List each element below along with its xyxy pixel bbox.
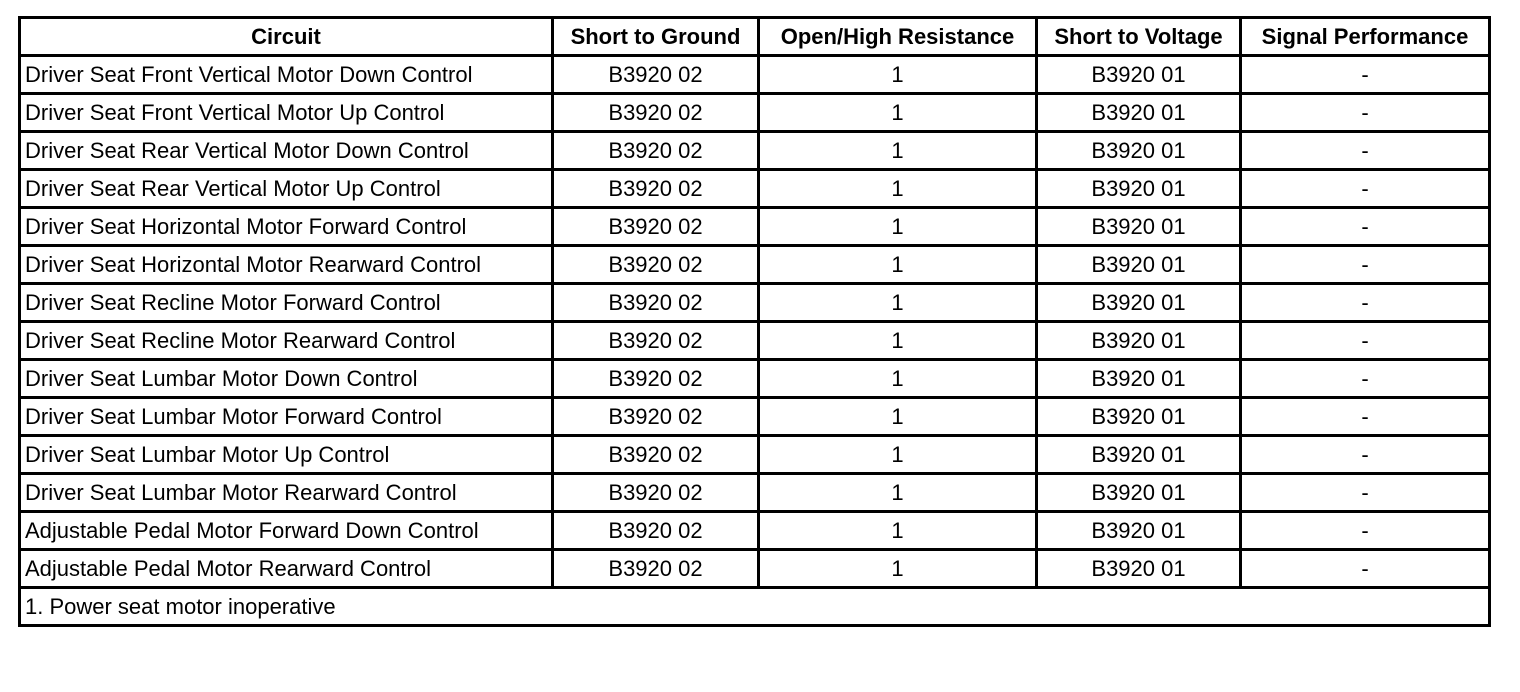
cell-circuit: Driver Seat Lumbar Motor Rearward Control [20,474,553,512]
table-row [20,56,1490,94]
cell-short-to-ground: B3920 02 [553,56,759,94]
cell-short-to-voltage: B3920 01 [1037,208,1241,246]
cell-circuit: Driver Seat Recline Motor Rearward Control [20,322,553,360]
header-circuit: Circuit [20,18,553,56]
cell-short-to-voltage: B3920 01 [1037,360,1241,398]
header-short-to-voltage: Short to Voltage [1037,18,1241,56]
header-open-high-resistance: Open/High Resistance [759,18,1037,56]
footnote-row [20,588,1490,626]
cell-circuit: Driver Seat Lumbar Motor Down Control [20,360,553,398]
cell-short-to-ground: B3920 02 [553,170,759,208]
cell-open-high-resistance: 1 [759,322,1037,360]
cell-short-to-voltage: B3920 01 [1037,322,1241,360]
cell-short-to-ground: B3920 02 [553,512,759,550]
cell-short-to-voltage: B3920 01 [1037,56,1241,94]
cell-circuit: Adjustable Pedal Motor Rearward Control [20,550,553,588]
cell-short-to-ground: B3920 02 [553,436,759,474]
cell-open-high-resistance: 1 [759,398,1037,436]
cell-signal-performance: - [1241,436,1490,474]
table-row [20,550,1490,588]
cell-signal-performance: - [1241,360,1490,398]
cell-short-to-voltage: B3920 01 [1037,132,1241,170]
cell-open-high-resistance: 1 [759,170,1037,208]
cell-open-high-resistance: 1 [759,550,1037,588]
table-row [20,246,1490,284]
table-row [20,94,1490,132]
cell-open-high-resistance: 1 [759,246,1037,284]
cell-short-to-ground: B3920 02 [553,550,759,588]
cell-short-to-voltage: B3920 01 [1037,94,1241,132]
table-row [20,474,1490,512]
cell-circuit: Driver Seat Horizontal Motor Forward Control [20,208,553,246]
table-row [20,360,1490,398]
cell-short-to-ground: B3920 02 [553,208,759,246]
cell-short-to-ground: B3920 02 [553,94,759,132]
cell-open-high-resistance: 1 [759,436,1037,474]
cell-signal-performance: - [1241,208,1490,246]
cell-signal-performance: - [1241,512,1490,550]
cell-short-to-ground: B3920 02 [553,284,759,322]
cell-short-to-voltage: B3920 01 [1037,474,1241,512]
header-short-to-ground: Short to Ground [553,18,759,56]
cell-short-to-voltage: B3920 01 [1037,550,1241,588]
cell-open-high-resistance: 1 [759,284,1037,322]
table-row [20,208,1490,246]
cell-circuit: Driver Seat Rear Vertical Motor Down Control [20,132,553,170]
cell-open-high-resistance: 1 [759,474,1037,512]
cell-signal-performance: - [1241,398,1490,436]
cell-short-to-ground: B3920 02 [553,322,759,360]
table-body [20,56,1490,626]
cell-short-to-ground: B3920 02 [553,246,759,284]
cell-signal-performance: - [1241,284,1490,322]
cell-short-to-ground: B3920 02 [553,474,759,512]
cell-circuit: Driver Seat Lumbar Motor Up Control [20,436,553,474]
cell-circuit: Adjustable Pedal Motor Forward Down Control [20,512,553,550]
cell-signal-performance: - [1241,170,1490,208]
table-row [20,322,1490,360]
cell-short-to-voltage: B3920 01 [1037,512,1241,550]
cell-short-to-ground: B3920 02 [553,132,759,170]
header-signal-performance: Signal Performance [1241,18,1490,56]
cell-short-to-ground: B3920 02 [553,398,759,436]
cell-circuit: Driver Seat Horizontal Motor Rearward Control [20,246,553,284]
dtc-circuit-table [18,16,1491,627]
cell-short-to-voltage: B3920 01 [1037,246,1241,284]
cell-signal-performance: - [1241,56,1490,94]
cell-open-high-resistance: 1 [759,94,1037,132]
table-row [20,436,1490,474]
cell-signal-performance: - [1241,94,1490,132]
footnote: 1. Power seat motor inoperative [20,588,1490,626]
header-row [20,18,1490,56]
cell-short-to-ground: B3920 02 [553,360,759,398]
cell-circuit: Driver Seat Recline Motor Forward Control [20,284,553,322]
cell-short-to-voltage: B3920 01 [1037,436,1241,474]
cell-open-high-resistance: 1 [759,208,1037,246]
cell-open-high-resistance: 1 [759,132,1037,170]
cell-signal-performance: - [1241,246,1490,284]
cell-circuit: Driver Seat Front Vertical Motor Up Control [20,94,553,132]
table-row [20,132,1490,170]
cell-circuit: Driver Seat Lumbar Motor Forward Control [20,398,553,436]
cell-circuit: Driver Seat Rear Vertical Motor Up Control [20,170,553,208]
cell-short-to-voltage: B3920 01 [1037,284,1241,322]
table-row [20,170,1490,208]
table-row [20,398,1490,436]
cell-signal-performance: - [1241,474,1490,512]
cell-signal-performance: - [1241,132,1490,170]
cell-short-to-voltage: B3920 01 [1037,398,1241,436]
cell-short-to-voltage: B3920 01 [1037,170,1241,208]
table-row [20,512,1490,550]
cell-circuit: Driver Seat Front Vertical Motor Down Control [20,56,553,94]
table-row [20,284,1490,322]
cell-signal-performance: - [1241,550,1490,588]
cell-signal-performance: - [1241,322,1490,360]
cell-open-high-resistance: 1 [759,512,1037,550]
cell-open-high-resistance: 1 [759,360,1037,398]
cell-open-high-resistance: 1 [759,56,1037,94]
